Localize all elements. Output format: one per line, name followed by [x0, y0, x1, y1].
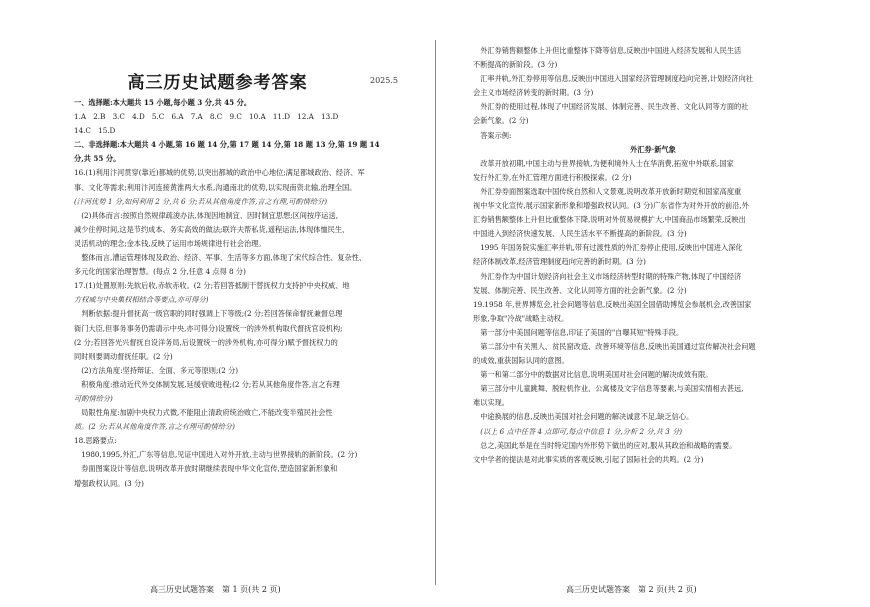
answer-line: 减少住停时间,这是节约成本、务实高效的做法;联许夫帮私货,遥程运法,体现体恤民生、	[74, 224, 350, 234]
answer-line: 多元化的国家治理智慧。(每点 2 分,任意 4 点得 8 分)	[74, 267, 246, 277]
answer-line: 形象,争取"冷战"战略主动权。	[473, 313, 569, 323]
answer-line: 事、文化等需求;利用汴河连接黄淮两大水系,沟通南北的优势,以实现南资北输,治理全国。	[74, 182, 357, 192]
answer-line: 16.(1)利用汴河贯穿(靠近)都城的优势,以突出都城的政治中心地位;满足都城政治、经济、军	[74, 168, 365, 178]
answer-line: 灵活机动的理念;金本钱,反映了运用市场规律进行社会治理。	[74, 238, 266, 248]
answer-line: 增强政权认同。(3 分)	[74, 478, 144, 488]
answer-line: 外汇券券面图案选取中国传统自然和人文景观,说明改革开放新时期党和国家高度重	[473, 186, 742, 196]
answer-line: 总之,美国此举是在当时特定国内外形势下做出的应对,服从其政治和战略的需要。	[473, 440, 737, 450]
answer-line: 衙门大臣,但事务事务仍需请示中央,亦可得分)设置统一的涉外机构取代督抚官设机构;	[74, 323, 343, 333]
answer-line: 文中学者的提法是对此事实质的客观反映,引起了国际社会的共鸣。(2 分)	[473, 454, 704, 464]
answer-line: 难以实现。	[473, 398, 509, 408]
answer-line: 经济体制改革,经济管理制度趋向完善的新时期。(3 分)	[473, 257, 646, 267]
answer-line: 发展、体制完善、民生改善、文化认同等方面的社会新气象。(2 分)	[473, 285, 687, 295]
answer-line: 中途换展的信息,反映出美国对社会问题的解决诚意不足,缺乏信心。	[473, 412, 694, 422]
answer-line: 第一和第二部分中的数据对比信息,说明美国对社会问题的解决成效有限。	[473, 370, 713, 380]
answer-line: 视中华文化宣传,展示国家新形象和增强政权认同。(3 分)广东省作为对外开放的前沿,外	[473, 201, 749, 211]
page-footer: 高三历史试题答案 第 2 页(共 2 页)	[566, 585, 697, 594]
answer-line: 可酌情给分)	[74, 393, 113, 403]
answer-line: 判断依据:提升督抚高一级官职的同时强调上下等级;(2 分;若回答保命督抚兼督总理	[74, 309, 343, 319]
answer-line: 方权威与中央集权相结合等要点,亦可得分)	[74, 295, 209, 305]
answer-line: 券面图案设计等信息,说明改革开放时期继续表现中华文化宣传,塑造国家新形象和	[74, 464, 338, 474]
answer-line: (2)方法角度:坚持辩证、全面、多元等原则;(2 分)	[74, 365, 239, 375]
answer-line: 外汇券的使用过程,体现了中国经济发展、体制完善、民生改善、文化认同等方面的社	[473, 102, 749, 112]
answer-line: (2 分;若回答光兴督抚自设洋务局,后设置统一的涉外机构,亦可得分)赋予督抚权力的	[74, 337, 338, 347]
answer-line: 1.A 2.B 3.C 4.D 5.C 6.A 7.A 8.C 9.C 10.A 11.D 12.A 13.D	[74, 112, 339, 122]
exam-date: 2025.5	[370, 76, 398, 85]
answer-line: 同时则要调动督抚任职。(2 分)	[74, 351, 173, 361]
answer-line: (汴河优势 1 分,如何利用 2 分,共 6 分;若从其他角度作答,言之有理,可酌情给分)	[74, 196, 328, 206]
answer-line: 18.思路要点:	[74, 436, 117, 446]
answer-line: 中国进入到经济快速发展、人民生活水平不断提高的新阶段。(3 分)	[473, 229, 687, 239]
answer-line: 第二部分中有关黑人、贫民窟改造、改善环境等信息,反映出美国通过宣传解决社会问题	[473, 341, 756, 351]
answer-line: 会主义市场经济转变的新时期。(3 分)	[473, 88, 594, 98]
answer-line: 质。(2 分;若从其他角度作答,言之有理可酌情给分)	[74, 422, 235, 432]
answer-line: 答案示例:	[473, 130, 512, 140]
answer-line: 1980,1995,外汇,广东等信息,见证中国进入对外开放,主动与世界接轨的新阶段。(2 分)	[74, 450, 358, 460]
answer-line: 汇券销售额整体上升但比重整体下降,说明对外贸易规模扩大,中国商品市场繁荣,反映出	[473, 215, 746, 225]
answer-line: 17.(1)处置原则:先软后收,赤软赤收。(2 分;若回答抵制干替抚权力支持护中央权威、地	[74, 281, 350, 291]
page-footer: 高三历史试题答案 第 1 页(共 2 页)	[150, 585, 281, 594]
answer-page-2	[436, 0, 870, 607]
answer-line: 分,共 55 分。	[74, 154, 121, 164]
answer-line: 19.1958 年,世界博览会,社会问题等信息,反映出美国全国借助博览会参展机会,改善国家	[473, 299, 752, 309]
page-title: 高三历史试题参考答案	[127, 73, 308, 93]
answer-line: 会新气象。(2 分)	[473, 116, 529, 126]
answer-line: 发行外汇券,在外汇管理方面进行积极探索。(2 分)	[473, 172, 632, 182]
answer-line: 第一部分中美国问题等信息,印证了美国的"自曝其短"特殊手段。	[473, 327, 684, 337]
answer-line: 积极角度:推动近代外交体制发展,延缓衰败进程;(2 分;若从其他角度作答,言之有理	[74, 379, 340, 389]
answer-line: 第三部分中儿童跳舞、脱粒机作业、公寓楼及文字信息等要素,与美国实情相去甚远,	[473, 384, 744, 394]
answer-text-column	[473, 44, 833, 467]
answer-text-column	[74, 96, 414, 491]
answer-line: 局限性角度:加剧中央权力式微,不能阻止清政府统治败亡,不能改变半殖民社会性	[74, 408, 333, 418]
answer-line: 整体而言,漕运管理体现及政治、经济、军事、生活等多方面,体现了宋代综合性、复杂性、	[74, 253, 367, 263]
answer-line: 14.C 15.D	[74, 126, 116, 136]
answer-line: 1995 年国务院实施汇率并轨,带有过渡性质的外汇券停止使用,反映出中国进入深化	[473, 243, 743, 253]
answer-line: 一、选择题:本大题共 15 小题,每小题 3 分,共 45 分。	[74, 98, 252, 107]
answer-line: 的成效,重获国际认同的意图。	[473, 356, 569, 366]
answer-line: (以上 6 点中任答 4 点即可,每点中信息 1 分,分析 2 分,共 3 分)	[473, 426, 683, 436]
answer-line: 改革开放初期,中国主动与世界接轨,为便利境外人士在华消费,拓宽中外联系,国家	[473, 158, 734, 168]
answer-line: 外汇券作为中国计划经济向社会主义市场经济转型时期的特殊产物,体现了中国经济	[473, 271, 742, 281]
answer-line: 外汇券销售额整体上升但比重整体下降等信息,反映出中国进入经济发展和人民生活	[473, 46, 742, 55]
answer-line: (2)具体而言:按照自然规律疏浚办法,体现因地制宜、因时制宜思想;区间按序运送,	[74, 210, 338, 220]
answer-line: 汇率并轨,外汇券停用等信息,反映出中国进入国家经济管理制度趋向完善,计划经济向社	[473, 74, 753, 84]
answer-line: 外汇券·新气象	[630, 144, 676, 154]
answer-line: 不断提高的新阶段。(3 分)	[473, 60, 558, 70]
answer-line: 二、非选择题:本大题共 4 小题,第 16 题 14 分,第 17 题 14 分,第 18 题 13 分,第 19 题 14	[74, 140, 380, 150]
